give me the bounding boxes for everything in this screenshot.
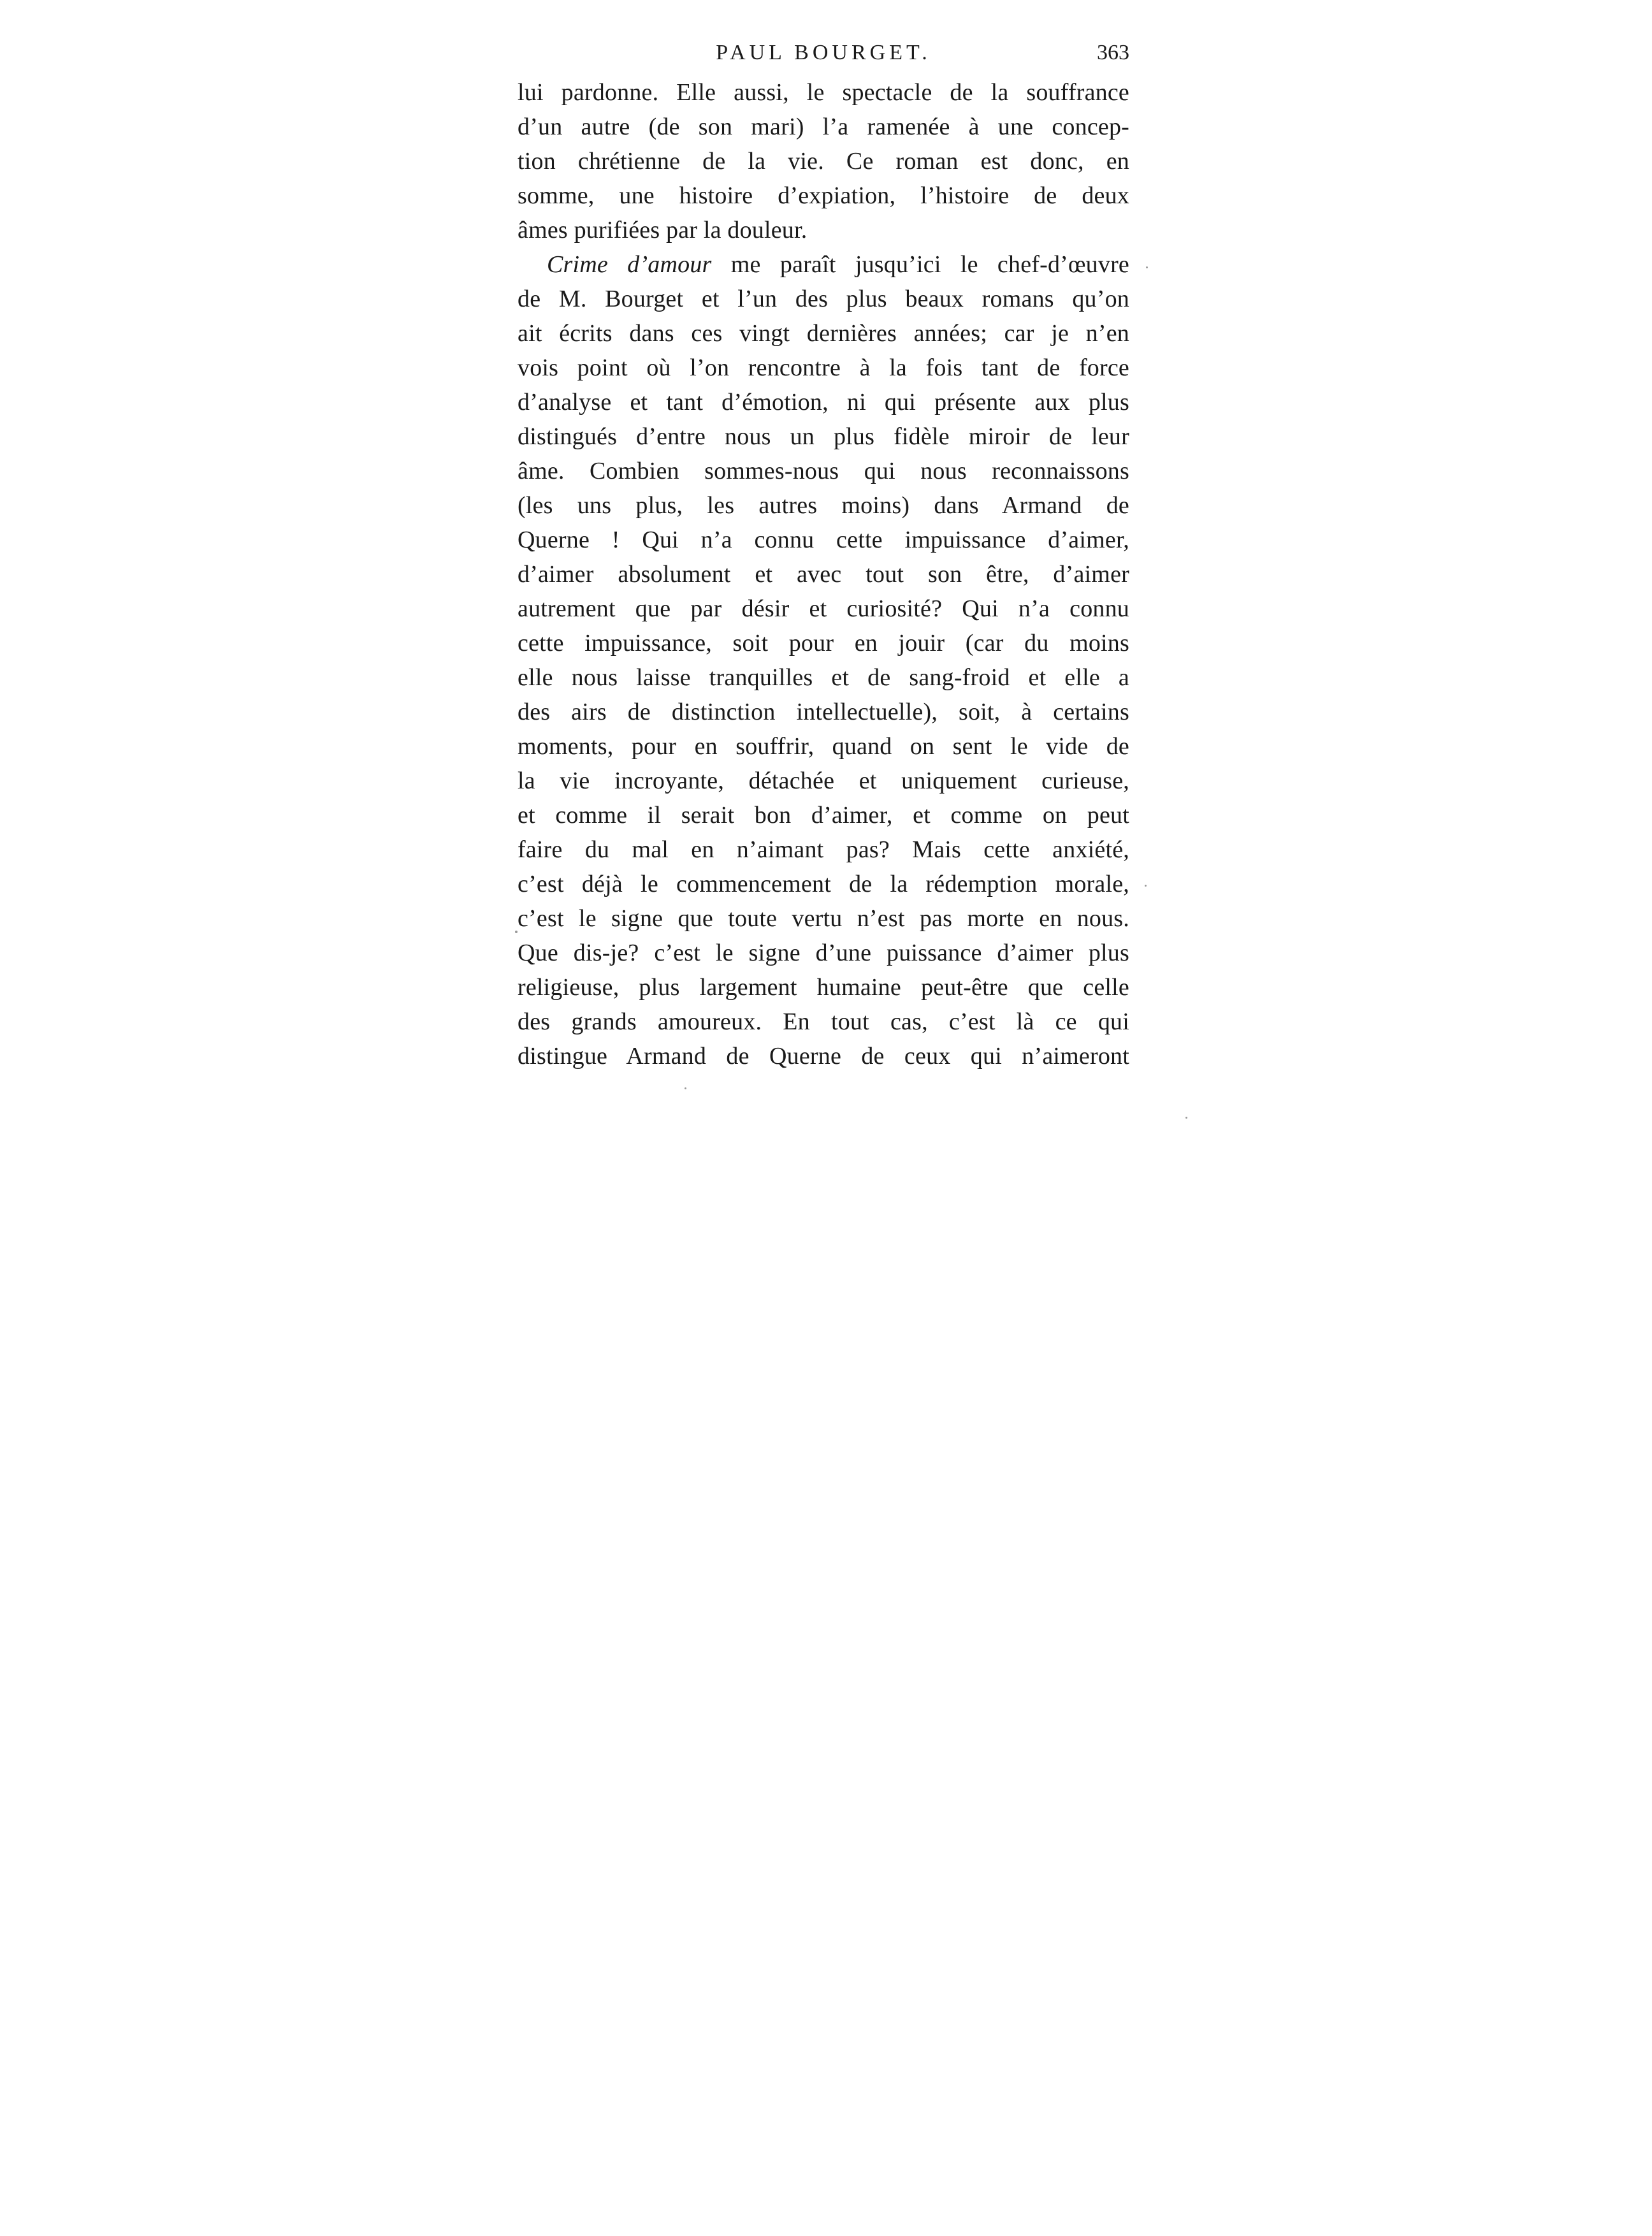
running-title: PAUL BOURGET. [716, 41, 931, 64]
text-line: d’un autre (de son mari) l’a ramenée à une concep- [518, 113, 1129, 140]
text-line: c’est déjà le commencement de la rédemption morale, [518, 871, 1129, 897]
text-line: des grands amoureux. En tout cas, c’est là ce qui [518, 1008, 1129, 1035]
text-line: tion chrétienne de la vie. Ce roman est donc, en [518, 148, 1129, 175]
scan-speck [685, 1087, 686, 1089]
text-line: faire du mal en n’aimant pas? Mais cette anxiété, [518, 836, 1129, 863]
text-line: religieuse, plus largement humaine peut-être que celle [518, 974, 1129, 1001]
text-line: de M. Bourget et l’un des plus beaux romans qu’on [518, 286, 1129, 312]
text-line: âme. Combien sommes-nous qui nous reconnaissons [518, 458, 1129, 484]
text-line: Que dis-je? c’est le signe d’une puissance d’aimer plus [518, 940, 1129, 966]
text-line: c’est le signe que toute vertu n’est pas morte en nous. [518, 905, 1129, 932]
text-line: somme, une histoire d’expiation, l’histoire de deux [518, 182, 1129, 209]
text-line: distingués d’entre nous un plus fidèle miroir de leur [518, 423, 1129, 450]
scan-speck [1185, 1117, 1187, 1119]
text-line: moments, pour en souffrir, quand on sent le vide de [518, 733, 1129, 760]
book-title-italic: Crime d’amour [547, 251, 712, 278]
body-text [518, 75, 1129, 1073]
scan-speck [1145, 885, 1147, 887]
text-line: autrement que par désir et curiosité? Qui n’a connu [518, 595, 1129, 622]
text-line: d’aimer absolument et avec tout son être, d’aimer [518, 561, 1129, 588]
paragraph-start-line [518, 247, 1129, 282]
text-line: la vie incroyante, détachée et uniquement curieuse, [518, 767, 1129, 794]
page-number: 363 [1097, 41, 1129, 64]
text-fragment: me paraît jusqu’ici le chef-d’œuvre [711, 251, 1129, 278]
text-line: Querne ! Qui n’a connu cette impuissance d’aimer, [518, 526, 1129, 553]
text-line: cette impuissance, soit pour en jouir (car du moins [518, 630, 1129, 657]
text-line: elle nous laisse tranquilles et de sang-froid et elle a [518, 664, 1129, 691]
scan-speck [1146, 266, 1148, 268]
paragraph-end-line: âmes purifiées par la douleur. [518, 217, 808, 243]
text-line: distingue Armand de Querne de ceux qui n’aimeront [518, 1043, 1129, 1070]
text-line: lui pardonne. Elle aussi, le spectacle de la souffrance [518, 79, 1129, 106]
scan-speck [515, 931, 518, 933]
text-line: d’analyse et tant d’émotion, ni qui présente aux plus [518, 389, 1129, 416]
text-line: ait écrits dans ces vingt dernières années; car je n’en [518, 320, 1129, 347]
running-head [518, 31, 1129, 75]
text-line: vois point où l’on rencontre à la fois tant de force [518, 354, 1129, 381]
text-line: (les uns plus, les autres moins) dans Armand de [518, 492, 1129, 519]
text-line: des airs de distinction intellectuelle), soit, à certains [518, 699, 1129, 725]
text-line: et comme il serait bon d’aimer, et comme on peut [518, 802, 1129, 829]
